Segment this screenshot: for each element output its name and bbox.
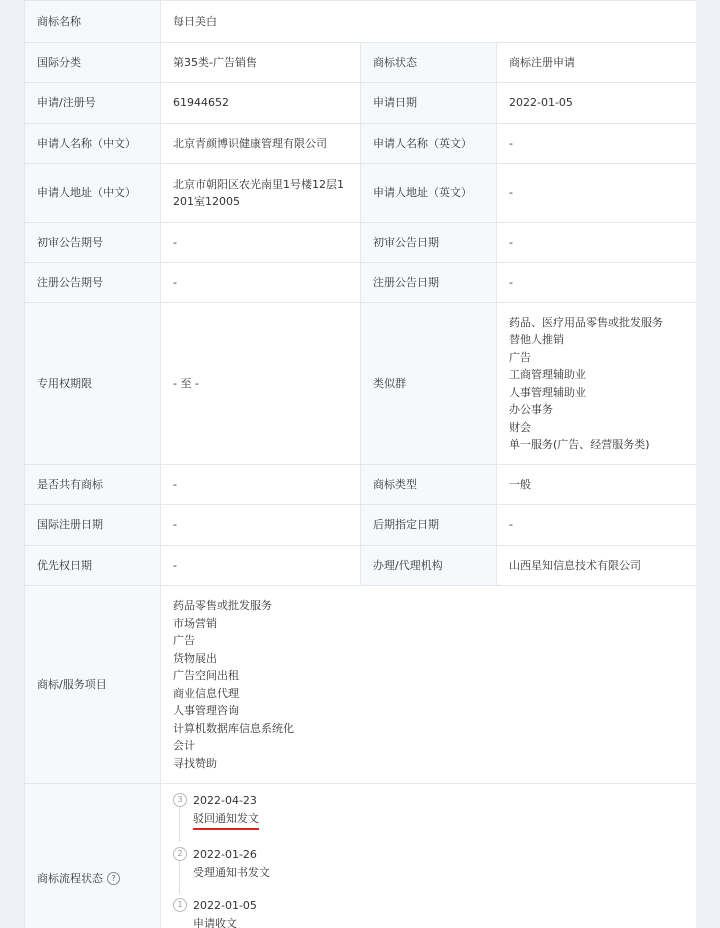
value-reg-no: 61944652 bbox=[161, 83, 361, 124]
step-number-icon: 2 bbox=[173, 847, 187, 861]
trademark-detail-panel bbox=[24, 0, 696, 928]
value-address-en: - bbox=[497, 164, 697, 223]
service-item: 货物展出 bbox=[173, 651, 217, 665]
value-tm-type: 一般 bbox=[497, 465, 697, 505]
label-reg-no: 申请/注册号 bbox=[25, 83, 161, 124]
value-applicant-en: - bbox=[497, 124, 697, 164]
value-shared: - bbox=[161, 465, 361, 505]
value-reg-pub-date: - bbox=[497, 263, 697, 303]
value-similar-group bbox=[497, 303, 697, 465]
value-address-cn: 北京市朝阳区农光南里1号楼12层1201室12005 bbox=[161, 164, 361, 223]
value-priority-date: - bbox=[161, 546, 361, 586]
label-app-date: 申请日期 bbox=[361, 83, 497, 124]
value-status: 商标注册申请 bbox=[497, 43, 697, 83]
value-exclusive: - 至 - bbox=[161, 303, 361, 465]
row-regno-date bbox=[25, 83, 697, 124]
step-date: 2022-01-26 bbox=[193, 848, 257, 861]
label-shared: 是否共有商标 bbox=[25, 465, 161, 505]
label-prelim-date: 初审公告日期 bbox=[361, 223, 497, 263]
value-reg-pub-no: - bbox=[161, 263, 361, 303]
label-prelim-no: 初审公告期号 bbox=[25, 223, 161, 263]
row-prelim bbox=[25, 223, 697, 263]
row-reg-pub bbox=[25, 263, 697, 303]
help-icon[interactable]: ? bbox=[107, 872, 120, 885]
row-address bbox=[25, 164, 697, 223]
label-intl-class: 国际分类 bbox=[25, 43, 161, 83]
value-later-date: - bbox=[497, 505, 697, 546]
similar-group-item: 广告 bbox=[509, 350, 531, 364]
label-agent: 办理/代理机构 bbox=[361, 546, 497, 586]
row-priority-agent bbox=[25, 546, 697, 586]
label-flow bbox=[25, 784, 161, 928]
row-class-status bbox=[25, 43, 697, 83]
step-number-icon: 3 bbox=[173, 793, 187, 807]
value-app-date: 2022-01-05 bbox=[497, 83, 697, 124]
row-intl-later bbox=[25, 505, 697, 546]
trademark-info-table bbox=[24, 0, 696, 928]
row-services bbox=[25, 586, 697, 784]
similar-group-item: 药品、医疗用品零售或批发服务 bbox=[509, 315, 663, 329]
row-exclusive-similar bbox=[25, 303, 697, 465]
step-number-icon: 1 bbox=[173, 898, 187, 912]
label-status: 商标状态 bbox=[361, 43, 497, 83]
row-applicant bbox=[25, 124, 697, 164]
label-later-date: 后期指定日期 bbox=[361, 505, 497, 546]
label-similar-group: 类似群 bbox=[361, 303, 497, 465]
step-desc: 申请收文 bbox=[193, 916, 237, 928]
flow-step bbox=[173, 792, 684, 830]
service-item: 药品零售或批发服务 bbox=[173, 599, 272, 612]
step-date: 2022-04-23 bbox=[193, 794, 257, 807]
similar-group-item: 办公事务 bbox=[509, 403, 553, 416]
label-exclusive: 专用权期限 bbox=[25, 303, 161, 465]
similar-group-item: 人事管理辅助业 bbox=[509, 385, 586, 399]
agent-link[interactable]: 山西星知信息技术有限公司 bbox=[497, 546, 697, 586]
service-item: 商业信息代理 bbox=[173, 686, 239, 700]
flow-label-text: 商标流程状态 bbox=[37, 871, 103, 885]
flow-step bbox=[173, 897, 684, 928]
row-shared-type bbox=[25, 465, 697, 505]
label-address-en: 申请人地址（英文） bbox=[361, 164, 497, 223]
similar-group-item: 财会 bbox=[509, 420, 531, 434]
flow-step bbox=[173, 846, 684, 881]
step-desc: 受理通知书发文 bbox=[193, 865, 270, 879]
value-prelim-no: - bbox=[161, 223, 361, 263]
value-prelim-date: - bbox=[497, 223, 697, 263]
service-item: 人事管理咨询 bbox=[173, 704, 239, 717]
service-item: 计算机数据库信息系统化 bbox=[173, 721, 294, 735]
label-applicant-en: 申请人名称（英文） bbox=[361, 124, 497, 164]
label-tm-type: 商标类型 bbox=[361, 465, 497, 505]
row-flow bbox=[25, 784, 697, 928]
similar-group-item: 单一服务(广告、经营服务类) bbox=[509, 438, 650, 451]
value-trademark-name: 每日美白 bbox=[161, 1, 697, 43]
value-intl-reg-date: - bbox=[161, 505, 361, 546]
label-address-cn: 申请人地址（中文） bbox=[25, 164, 161, 223]
flow-timeline bbox=[161, 784, 697, 928]
similar-group-item: 工商管理辅助业 bbox=[509, 368, 586, 381]
label-intl-reg-date: 国际注册日期 bbox=[25, 505, 161, 546]
service-item: 会计 bbox=[173, 739, 195, 752]
value-intl-class: 第35类-广告销售 bbox=[161, 43, 361, 83]
label-trademark-name: 商标名称 bbox=[25, 1, 161, 43]
applicant-cn-link[interactable]: 北京青颜博识健康管理有限公司 bbox=[161, 124, 361, 164]
similar-group-item: 替他人推销 bbox=[509, 333, 564, 346]
label-applicant-cn: 申请人名称（中文） bbox=[25, 124, 161, 164]
service-item: 广告空间出租 bbox=[173, 669, 239, 682]
service-item: 寻找赞助 bbox=[173, 756, 217, 770]
label-services: 商标/服务项目 bbox=[25, 586, 161, 784]
label-reg-pub-date: 注册公告日期 bbox=[361, 263, 497, 303]
row-name bbox=[25, 1, 697, 43]
service-item: 市场营销 bbox=[173, 616, 217, 630]
step-desc-highlighted: 驳回通知发文 bbox=[193, 810, 259, 831]
label-priority-date: 优先权日期 bbox=[25, 546, 161, 586]
value-services bbox=[161, 586, 697, 784]
step-date: 2022-01-05 bbox=[193, 899, 257, 912]
service-item: 广告 bbox=[173, 634, 195, 647]
label-reg-pub-no: 注册公告期号 bbox=[25, 263, 161, 303]
